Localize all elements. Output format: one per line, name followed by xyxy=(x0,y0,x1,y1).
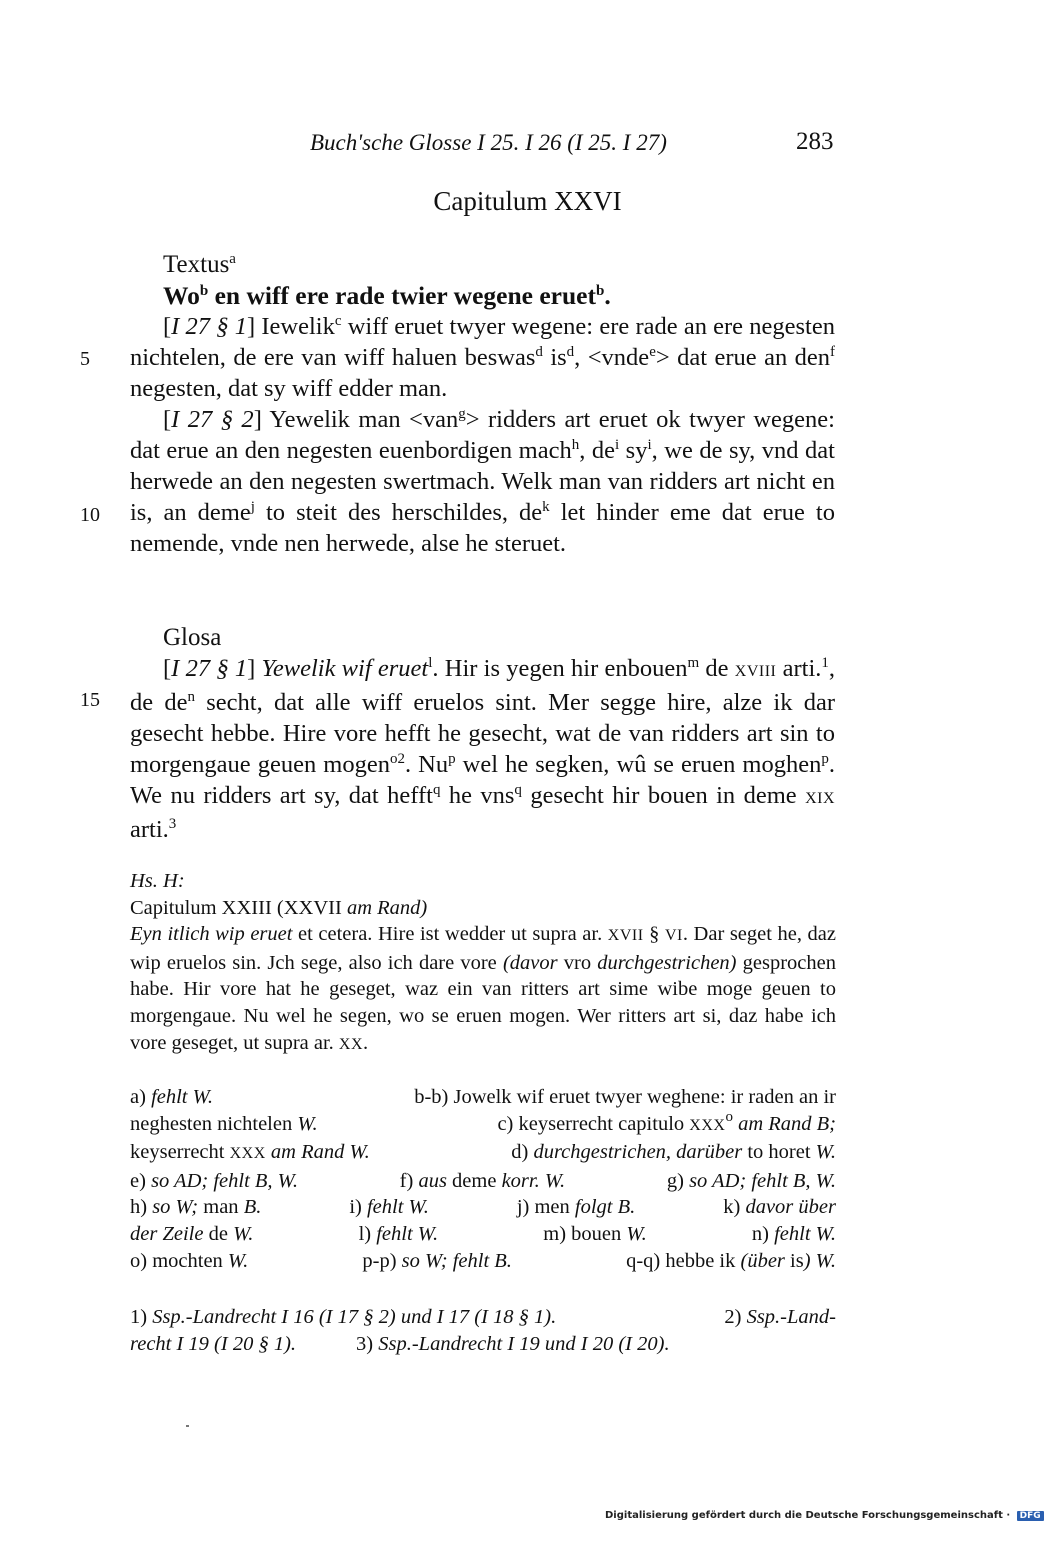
digitization-credit: Digitalisierung gefördert durch die Deutsche Forschungsgemeinschaft · DFG xyxy=(605,1510,1044,1521)
textus-heading: Textus$^a$ xyxy=(163,251,236,278)
footnote-line: 1) Ssp.-Landrecht I 16 (I 17 § 2) und I 17 (I 18 § 1). 2) Ssp.-Land- xyxy=(130,1306,836,1328)
critical-apparatus xyxy=(130,1084,836,1274)
textus-paragraph-1: [I 27 § 1] Iewelik$^c$ wiff eruet twyer wegene: ere rade an ere negesten nichtelen, de ere van wiff haluen beswas$^d$ $is^d$, <vnde$^e$> dat erue an den$^f$ negesten, dat sy wiff edder man. xyxy=(130,313,836,402)
textus-section xyxy=(130,249,835,559)
glosa-heading: Glosa xyxy=(163,624,222,651)
manuscript-label: Hs. H: xyxy=(130,870,185,892)
line-number: 10 xyxy=(80,504,100,526)
apparatus-line: o) mochten W. p-p) so W; fehlt B. q-q) hebbe ik (über is) W. xyxy=(130,1249,836,1272)
manuscript-text: Eyn itlich wip eruet et cetera. Hire ist wedder ut supra ar. XVII § VI. Dar seget he, daz wip eruelos sin. Jch sege, also ich dare vore (davor vro durchgestrichen) gesprochen habe. Hir vore hat he geseget, waz ein van ritters art sime wibe moge geuen to morgengaue. Nu wel he segen, wo se eruen mogen. Wer ritters art si, daz habe ich vore geseget, ut supra ar. XX. xyxy=(130,923,837,1054)
page-number: 283 xyxy=(796,128,834,155)
apparatus-line: h) so W; man B. i) fehlt W. j) men folgt B. k) davor über xyxy=(130,1196,836,1219)
textus-title: Wo$^b$ en wiff ere rade twier wegene eruet$^b$. xyxy=(163,281,611,310)
apparatus-line: der Zeile de W. l) fehlt W. m) bouen W. n) fehlt W. xyxy=(130,1222,836,1245)
line-number: 5 xyxy=(80,348,90,370)
running-head: Buch'sche Glosse I 25. I 26 (I 25. I 27) xyxy=(310,130,667,155)
textus-paragraph-2: [I 27 § 2] Yewelik man <van$^g$> ridders art eruet ok twyer wegene: dat erue an den negesten euenbordigen mach$^h$, $de^i$ $sy^i$, we de sy, vnd dat herwede an den negesten swertmach. Welk man van ridders art nicht en is, an deme$^j$ to steit des herschildes, $de^k$ let hinder eme dat erue to nemende, vnde nen herwede, alse he steruet. xyxy=(130,406,835,557)
apparatus-line: keyserrecht XXX am Rand W. d) durchgestrichen, darüber to horet W. xyxy=(130,1141,836,1164)
glosa-section xyxy=(130,622,835,845)
footnote-line: recht I 19 (I 20 § 1). 3) Ssp.-Landrecht I 19 und I 20 (I 20). xyxy=(130,1332,670,1355)
apparatus-line: a) fehlt W. b-b) Jowelk wif eruet twyer weghene: ir raden an ir xyxy=(130,1086,836,1108)
apparatus-line: e) so AD; fehlt B, W. f) aus deme korr. W. g) so AD; fehlt B, W. xyxy=(130,1169,836,1192)
scan-artifact xyxy=(186,1425,189,1427)
dfg-logo: DFG xyxy=(1017,1511,1044,1521)
line-number: 15 xyxy=(80,689,100,711)
glosa-paragraph: [I 27 § 1] Yewelik wif eruet$^l$. Hir is yegen hir enbouen$^m$ de XVIII arti.$^1$, de $de^n$ secht, dat alle wiff eruelos sint. Mer segge hire, alze ik dar gesecht hebbe. Hire vore hefft he gesecht, wat de van ridders art sin to morgengaue geuen mogen$^{o2}$. Nu$^p$ wel he segken, wû se eruen moghen$^p$. We nu ridders art sy, dat hefft$^q$ he vns$^q$ gesecht hir bouen in deme XIX arti.$^3$ xyxy=(130,655,836,843)
apparatus-line: neghesten nichtelen W. c) keyserrecht capitulo XXX$^o$ am Rand B; xyxy=(130,1108,836,1135)
chapter-title: Capitulum XXVI xyxy=(433,186,622,216)
manuscript-h-section xyxy=(130,868,836,1058)
manuscript-chapter: Capitulum XXIII (XXVII am Rand) xyxy=(130,896,428,919)
source-footnotes xyxy=(130,1304,836,1357)
